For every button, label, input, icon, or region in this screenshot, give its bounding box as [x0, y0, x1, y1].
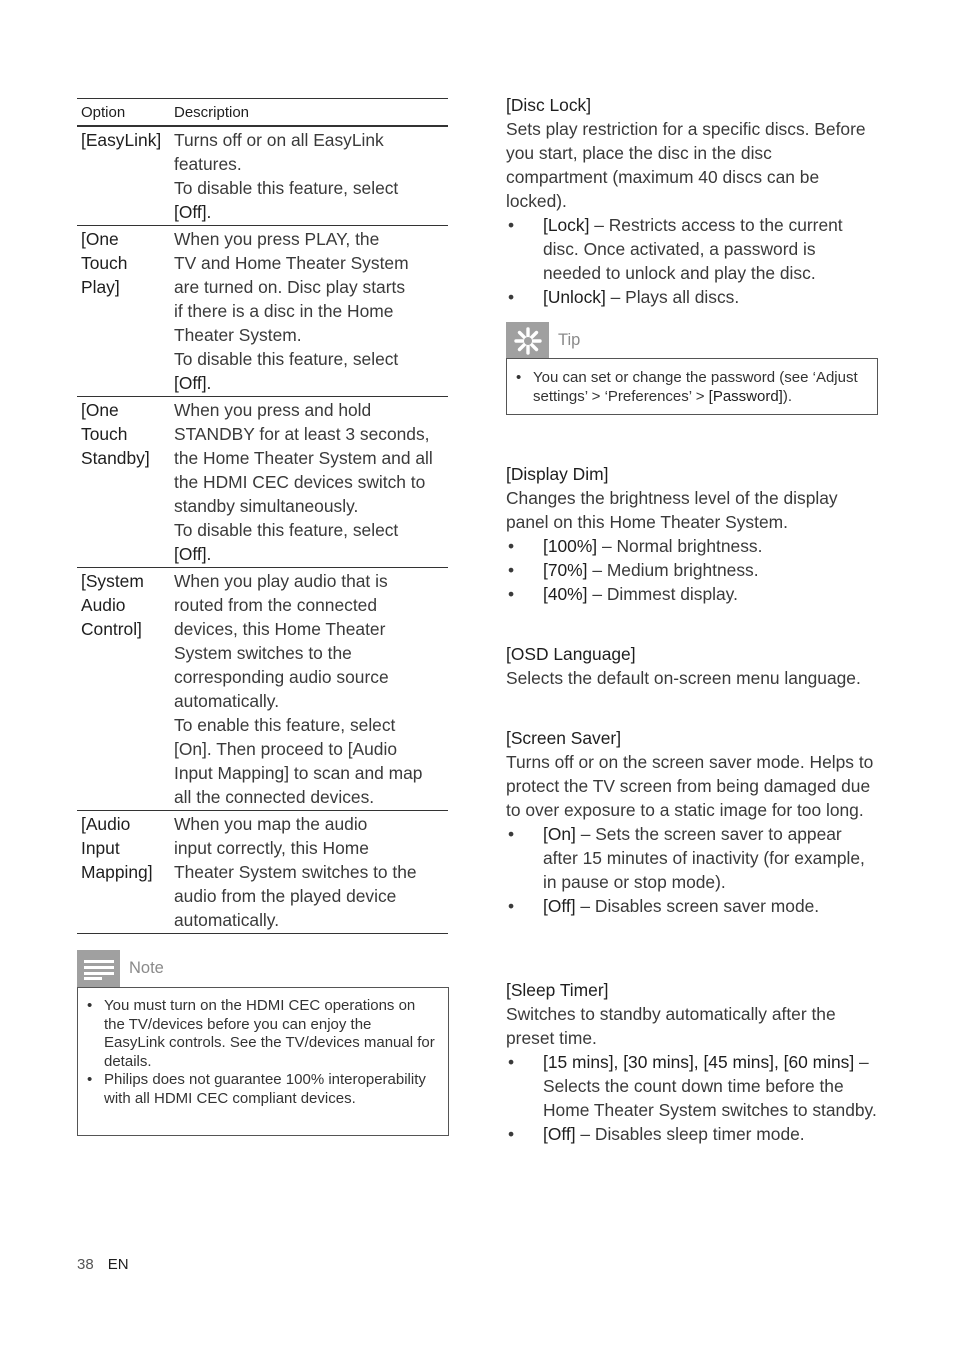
tip-list [507, 369, 869, 406]
option-name: [Audio [81, 814, 131, 834]
option-cell [77, 568, 170, 811]
bullet-dot: • [508, 584, 515, 604]
table-row [77, 568, 448, 811]
option-text: – Plays all discs. [605, 287, 740, 307]
description-line: the Home Theater System and all [174, 448, 433, 468]
bullet-dot: • [508, 287, 515, 307]
description-line: Theater System switches to the [174, 862, 417, 882]
section-title: [Display Dim] [506, 464, 609, 484]
description-line: Turns off or on all EasyLink [174, 130, 384, 150]
description-line: STANDBY for at least 3 seconds, [174, 424, 430, 444]
description-line: audio from the played device [174, 886, 397, 906]
option-label: [15 mins], [30 mins], [45 mins], [60 mins] [543, 1052, 855, 1072]
list-item [506, 213, 878, 285]
option-text: – Disables sleep timer mode. [575, 1124, 805, 1144]
note-header [77, 950, 164, 987]
description-line: the HDMI CEC devices switch to [174, 472, 426, 492]
description-line: if there is a disc in the Home [174, 301, 394, 321]
description-line: automatically. [174, 691, 280, 711]
description-cell [170, 397, 448, 568]
tip-option-label: [Password] [708, 387, 783, 405]
language-code: EN [107, 1256, 129, 1273]
description-line: are turned on. Disc play starts [174, 277, 406, 297]
section-description: Sets play restriction for a specific discs. Before you start, place the disc in the disc compartment (maximum 40 discs can be locked). [506, 119, 866, 211]
option-cell [77, 126, 170, 226]
option-label: [On] [543, 824, 576, 844]
options-table [77, 98, 448, 934]
table-row [77, 126, 448, 226]
option-text: – Normal brightness. [597, 536, 763, 556]
option-label: [70%] [543, 560, 588, 580]
option-label: [Unlock] [543, 287, 606, 307]
section-title: [Disc Lock] [506, 95, 592, 115]
option-name: Standby] [81, 448, 150, 468]
bullet-dot: • [508, 536, 515, 556]
option-name: Audio [81, 595, 126, 615]
description-line: automatically. [174, 910, 280, 930]
section-osd-language [506, 642, 878, 690]
tip-text: You can set or change the password (see ‘Adjust settings’ > ‘Preferences’ > [533, 369, 858, 405]
bullet-dot: • [508, 1052, 515, 1072]
option-cell [77, 226, 170, 397]
section-title: [Screen Saver] [506, 728, 622, 748]
tip-item [507, 369, 869, 406]
description-line: [Off]. [174, 544, 212, 564]
bullet-dot: • [508, 215, 515, 235]
option-label: [Off] [543, 896, 576, 916]
list-item [506, 1050, 878, 1122]
tip-header [506, 322, 580, 359]
list-item [506, 558, 878, 582]
bullet-dot: • [508, 824, 515, 844]
table-header-row [77, 99, 448, 127]
option-name: Mapping] [81, 862, 153, 882]
header-description: Description [170, 99, 448, 127]
description-line: devices, this Home Theater [174, 619, 386, 639]
option-cell [77, 811, 170, 934]
description-line: TV and Home Theater System [174, 253, 409, 273]
description-line: When you map the audio [174, 814, 368, 834]
note-box [77, 987, 449, 1136]
section-sleep-timer [506, 978, 878, 1146]
section-description: Switches to standby automatically after the preset time. [506, 1004, 836, 1048]
section-description: Selects the default on-screen menu language. [506, 668, 861, 688]
description-line: corresponding audio source [174, 667, 389, 687]
section-disc-lock [506, 93, 878, 309]
option-text: – Medium brightness. [587, 560, 759, 580]
section-description: Changes the brightness level of the display panel on this Home Theater System. [506, 488, 838, 532]
tip-box [506, 358, 878, 415]
note-title: Note [129, 959, 164, 977]
tip-title: Tip [558, 331, 581, 349]
description-line: input correctly, this Home [174, 838, 369, 858]
list-item [506, 822, 878, 894]
section-title: [OSD Language] [506, 644, 636, 664]
option-label: [Off] [543, 1124, 576, 1144]
note-list [78, 997, 436, 1108]
bullet-dot: • [508, 560, 515, 580]
option-text: – Dimmest display. [587, 584, 738, 604]
note-item: • You must turn on the HDMI CEC operations on the TV/devices before you can enjoy the EasyLink controls. See the TV/devices manual for details. [78, 997, 436, 1071]
option-label: [100%] [543, 536, 598, 556]
table-row [77, 397, 448, 568]
description-line: all the connected devices. [174, 787, 375, 807]
option-name: Control] [81, 619, 142, 639]
option-name: [System [81, 571, 144, 591]
sparkle-icon [506, 322, 549, 359]
list-item [506, 894, 878, 918]
list-item [506, 1122, 878, 1146]
list-item [506, 534, 878, 558]
description-line: [Off]. [174, 202, 212, 222]
header-option: Option [77, 99, 170, 127]
option-name: [One [81, 229, 119, 249]
description-line: features. [174, 154, 242, 174]
description-line: When you press and hold [174, 400, 372, 420]
section-screen-saver [506, 726, 878, 918]
page-number: 38 [77, 1256, 94, 1273]
option-name: [EasyLink] [81, 130, 162, 150]
description-line: [On]. Then proceed to [Audio [174, 739, 398, 759]
section-display-dim [506, 462, 878, 606]
page-footer [77, 1256, 129, 1273]
option-name: Input [81, 838, 120, 858]
option-name: [One [81, 400, 119, 420]
list-item [506, 285, 878, 309]
option-label: [Lock] [543, 215, 590, 235]
bullet-dot: • [508, 1124, 515, 1144]
option-text: – Sets the screen saver to appear after 15 minutes of inactivity (for example, in pause or stop mode). [543, 824, 865, 892]
bullet-dot: • [508, 896, 515, 916]
section-description: Turns off or on the screen saver mode. Helps to protect the TV screen from being damaged due to over exposure to a static image for too long. [506, 752, 874, 820]
description-line: Input Mapping] to scan and map [174, 763, 423, 783]
option-text: – Selects the count down time before the Home Theater System switches to standby. [543, 1052, 877, 1120]
description-line: System switches to the [174, 643, 352, 663]
description-line: standby simultaneously. [174, 496, 359, 516]
description-line: To enable this feature, select [174, 715, 396, 735]
description-line: When you press PLAY, the [174, 229, 380, 249]
option-text: – Restricts access to the current disc. Once activated, a password is needed to unlock and play the disc. [543, 215, 843, 283]
option-name: Touch [81, 424, 128, 444]
description-cell [170, 811, 448, 934]
description-line: Theater System. [174, 325, 302, 345]
description-line: routed from the connected [174, 595, 378, 615]
table-row [77, 811, 448, 934]
section-title: [Sleep Timer] [506, 980, 609, 1000]
description-line: To disable this feature, select [174, 349, 399, 369]
description-cell [170, 226, 448, 397]
tip-text-end: ). [782, 387, 793, 405]
option-name: Touch [81, 253, 128, 273]
option-cell [77, 397, 170, 568]
note-icon [77, 950, 120, 987]
table-row [77, 226, 448, 397]
note-item: • Philips does not guarantee 100% interoperability with all HDMI CEC compliant devices. [78, 1071, 436, 1108]
description-cell [170, 568, 448, 811]
list-item [506, 582, 878, 606]
description-cell [170, 126, 448, 226]
option-label: [40%] [543, 584, 588, 604]
description-line: [Off]. [174, 373, 212, 393]
description-line: To disable this feature, select [174, 178, 399, 198]
option-name: Play] [81, 277, 120, 297]
description-line: To disable this feature, select [174, 520, 399, 540]
option-text: – Disables screen saver mode. [575, 896, 820, 916]
description-line: When you play audio that is [174, 571, 388, 591]
